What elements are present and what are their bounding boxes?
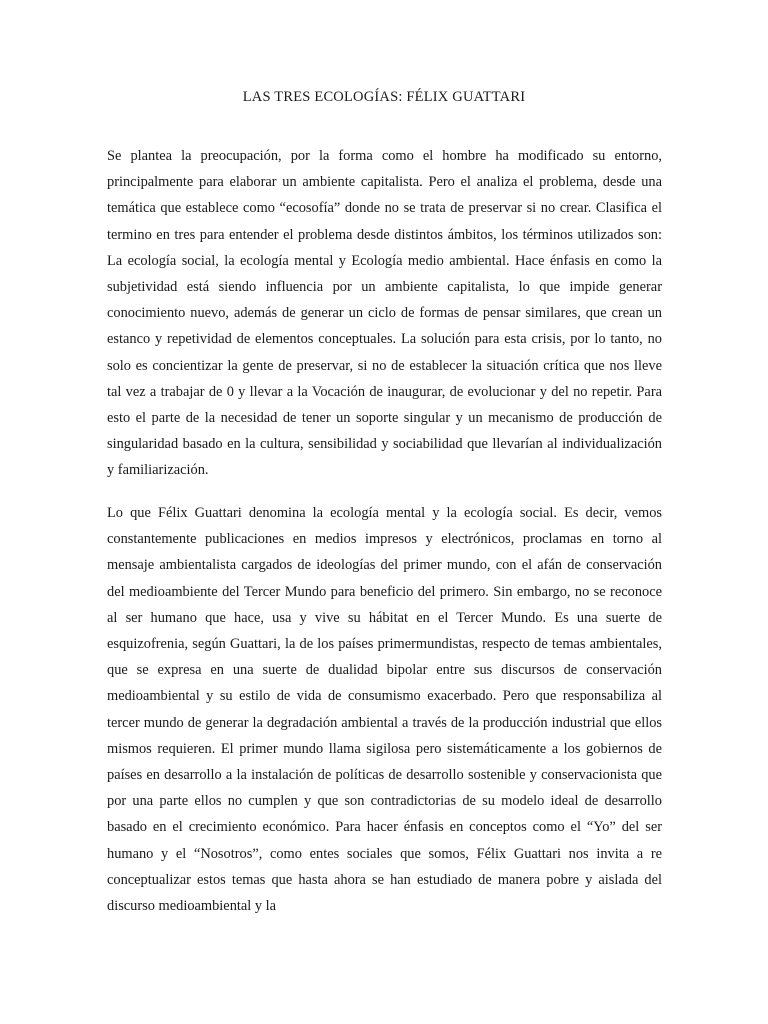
body-paragraph: Lo que Félix Guattari denomina la ecología mental y la ecología social. Es decir, vemos constantemente publicaciones en medios impresos y electrónicos, proclamas en torno al mensaje ambientalista cargados de ideologías del primer mundo, con el afán de conservación del medioambiente del Tercer Mundo para beneficio del primero. Sin embargo, no se reconoce al ser humano que hace, usa y vive su hábitat en el Tercer Mundo. Es una suerte de esquizofrenia, según Guattari, la de los países primermundistas, respecto de temas ambientales, que se expresa en una suerte de dualidad bipolar entre sus discursos de conservación medioambiental y su estilo de vida de consumismo exacerbado. Pero que responsabiliza al tercer mundo de generar la degradación ambiental a través de la producción industrial que ellos mismos requieren. El primer mundo llama sigilosa pero sistemáticamente a los gobiernos de países en desarrollo a la instalación de políticas de desarrollo sostenible y conservacionista que por una parte ellos no cumplen y que son contradictorias de su modelo ideal de desarrollo basado en el crecimiento económico. Para hacer énfasis en conceptos como el “Yo” del ser humano y el “Nosotros”, como entes sociales que somos, Félix Guattari nos invita a re conceptualizar estos temas que hasta ahora se han estudiado de manera pobre y aislada del discurso medioambiental y la <box>107 505 662 915</box>
paragraph-block-1 <box>107 143 662 484</box>
document-title: LAS TRES ECOLOGÍAS: FÉLIX GUATTARI <box>242 89 526 105</box>
paragraph-block-2 <box>107 500 662 919</box>
body-paragraph: Se plantea la preocupación, por la forma como el hombre ha modificado su entorno, principalmente para elaborar un ambiente capitalista. Pero el analiza el problema, desde una temática que establece como “ecosofía” donde no se trata de preservar si no crear. Clasifica el termino en tres para entender el problema desde distintos ámbitos, los términos utilizados son: La ecología social, la ecología mental y Ecología medio ambiental. Hace énfasis en como la subjetividad está siendo influencia por un ambiente capitalista, lo que impide generar conocimiento nuevo, además de generar un ciclo de formas de pensar similares, que crean un estanco y repetividad de elementos conceptuales. La solución para esta crisis, por lo tanto, no solo es concientizar la gente de preservar, si no de establecer la situación crítica que nos lleve tal vez a trabajar de 0 y llevar a la Vocación de inaugurar, de evolucionar y del no repetir. Para esto el parte de la necesidad de tener un soporte singular y un mecanismo de producción de singularidad basado en la cultura, sensibilidad y sociabilidad que llevarían al individualización y familiarización. <box>107 148 662 479</box>
